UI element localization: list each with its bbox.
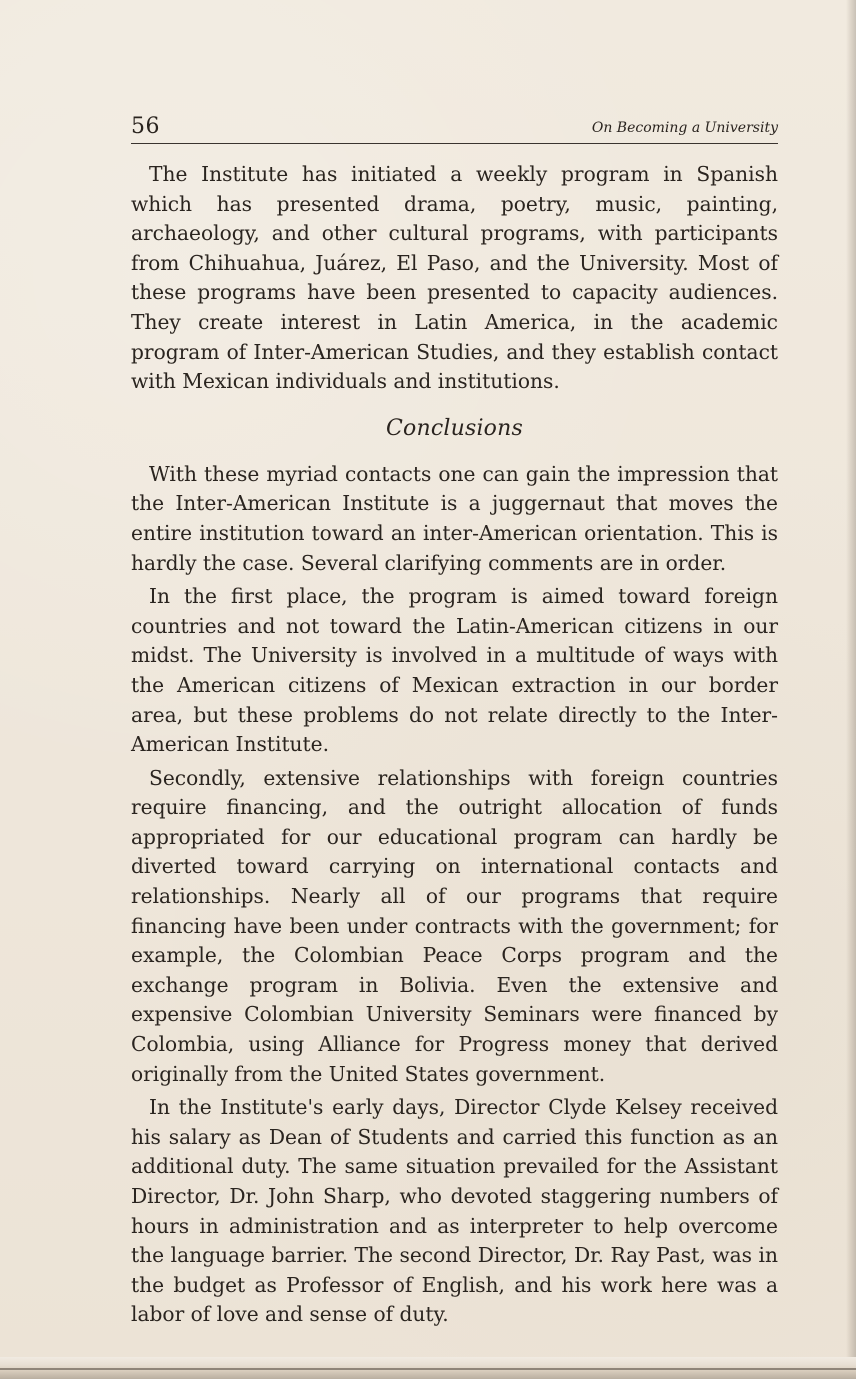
paragraph-4: Secondly, extensive relationships with foreign countries require financing, and the outright allocation of funds appropriated for our educational program can hardly be diverted toward carrying on international contacts and relationships. Nearly all of our programs that require financing have been under contracts with the government; for example, the Colombian Peace Corps program and the exchange program in Bolivia. Even the extensive and expensive Colombian University Seminars were financed by Colombia, using Alliance for Progress money that derived originally from the United States government. <box>131 765 778 1086</box>
paragraph-5: In the Institute's early days, Director Clyde Kelsey received his salary as Dean of Students and carried this function as an additional duty. The same situation prevailed for the Assistant Director, Dr. John Sharp, who devoted staggering numbers of hours in administration and as interpreter to help overcome the language barrier. The second Director, Dr. Ray Past, was in the budget as Professor of English, and his work here was a labor of love and sense of duty. <box>131 1095 778 1327</box>
page-edge-shadow <box>846 0 856 1379</box>
body-text <box>131 160 778 1330</box>
page-number: 56 <box>131 114 160 139</box>
section-heading-conclusions: Conclusions <box>385 415 523 441</box>
running-head: On Becoming a University <box>591 120 778 136</box>
page-header <box>131 110 778 144</box>
page-content <box>131 110 778 1330</box>
page-bottom-line <box>0 1368 856 1370</box>
paragraph-3: In the first place, the program is aimed toward foreign countries and not toward the Latin-American citizens in our midst. The University is involved in a multitude of ways with the American citizens of Mexican extraction in our border area, but these problems do not relate directly to the Inter-American Institute. <box>131 584 778 757</box>
paragraph-1: The Institute has initiated a weekly program in Spanish which has presented drama, poetry, music, painting, archaeology, and other cultural programs, with participants from Chihuahua, Juárez, El Paso, and the University. Most of these programs have been presented to capacity audiences. They create interest in Latin America, in the academic program of Inter-American Studies, and they establish contact with Mexican individuals and institutions. <box>131 162 778 394</box>
paragraph-2: With these myriad contacts one can gain the impression that the Inter-American Institute is a juggernaut that moves the entire institution toward an inter-American orientation. This is hardly the case. Several clarifying comments are in order. <box>131 461 778 575</box>
